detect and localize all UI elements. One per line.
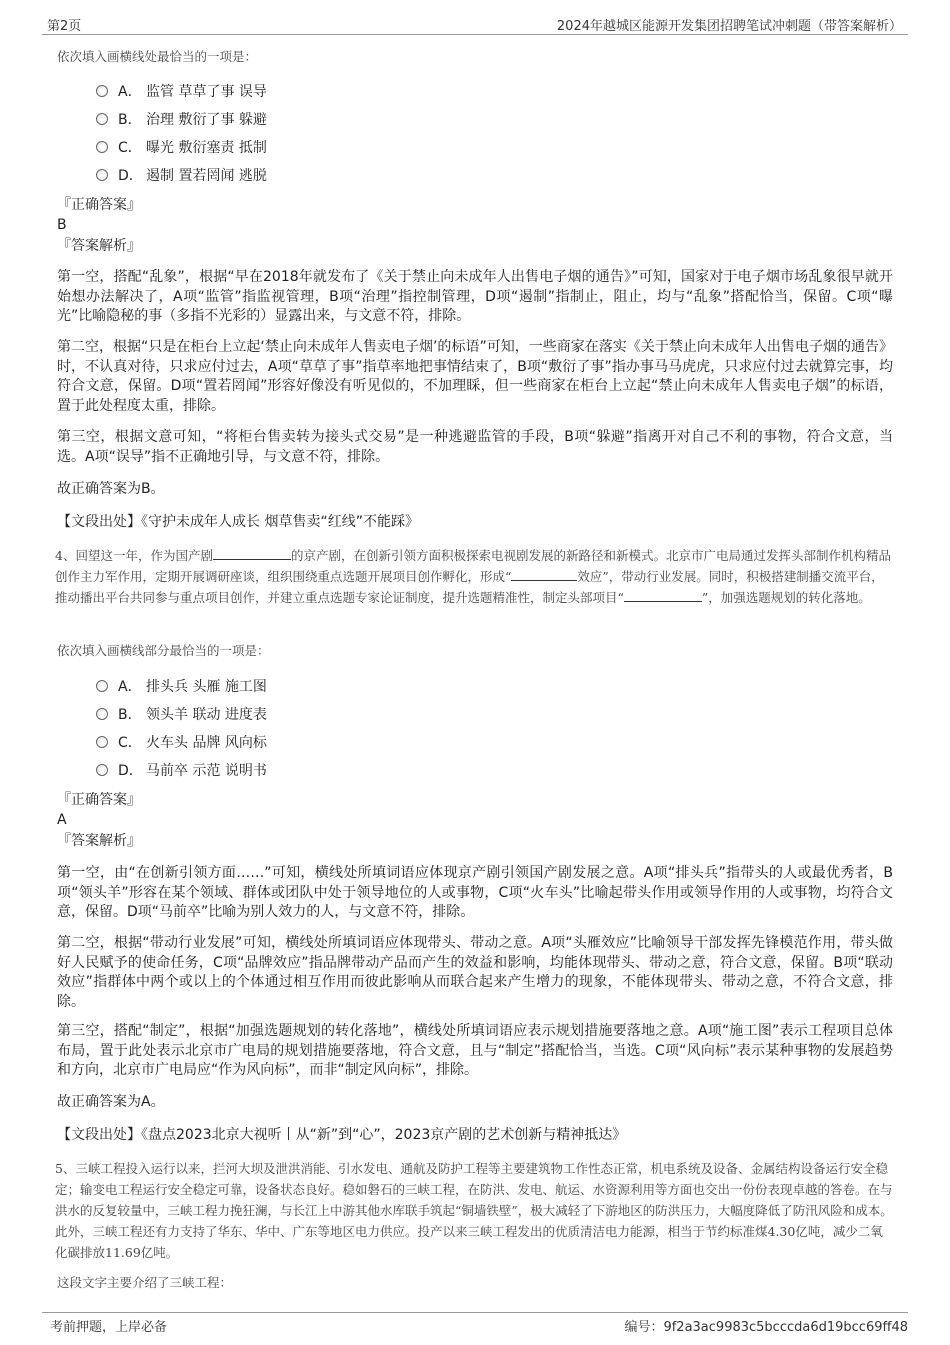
blank-1 [213, 559, 291, 560]
document-title: 2024年越城区能源开发集团招聘笔试冲刺题（带答案解析） [556, 19, 902, 34]
radio-icon[interactable] [96, 680, 108, 692]
q3-option-a[interactable]: A． 监管 草草了事 误导 [96, 82, 267, 102]
q3-conclusion: 故正确答案为B。 [57, 481, 165, 497]
radio-icon[interactable] [96, 736, 108, 748]
radio-icon[interactable] [96, 708, 108, 720]
q3-option-d[interactable]: D． 遏制 置若罔闻 逃脱 [96, 166, 267, 186]
q4-passage: 4、回望这一年，作为国产剧 的京产剧，在创新引领方面积极探索电视剧发展的新路径和新模式。北京市广电局通过发挥头部制作机构精品创作主力军作用，定期开展调研座谈，组织围绕重点选题开展项目创作孵化，形成“ 效应”，带动行业发展。同时，积极搭建制播交流平台，推动播出平台共同参与重点项目创作，并建立重点选题专家论证制度，提升选题精准性，制定头部项目“ ”，加强选题规划的转化落地。 [55, 548, 891, 605]
q4-analysis-2: 第二空，根据“带动行业发展”可知，横线处所填词语应体现带头、带动之意。A项“头雁效应”比喻领导干部发挥先锋模范作用，带头做好人民赋予的使命任务，C项“品牌效应”指品牌带动产品而产生的效益和影响，均能体现带头、带动之意，符合文意，保留。B项“联动效应”指群体中两个或以上的个体通过相互作用而彼此影响从而联合起来产生增力的现象，不能体现带头、带动之意，不符合文意，排除。 [57, 935, 893, 1010]
blank-3 [624, 601, 702, 602]
radio-icon[interactable] [96, 169, 108, 181]
q5-passage: 5、三峡工程投入运行以来，拦河大坝及泄洪消能、引水发电、通航及防护工程等主要建筑物工作性态正常，机电系统及设备、金属结构设备运行安全稳定；输变电工程运行安全稳定可靠，设备状态良好。稳如磐石的三峡工程，在防洪、发电、航运、水资源利用等方面也交出一份份表现卓越的答卷。在与洪水的反复较量中，三峡工程力挽狂澜，与长江上中游其他水库联手筑起“铜墙铁壁”，极大减轻了下游地区的防洪压力，大幅度降低了防汛风险和成本。此外，三峡工程还有力支持了华东、华中、广东等地区电力供应。投产以来三峡工程发出的优质清洁电力能源，相当于节约标准煤4.30亿吨，减少二氧化碳排放11.69亿吨。 [55, 1161, 893, 1260]
q3-source: 【文段出处】《守护未成年人成长 烟草售卖“红线”不能踩》 [57, 514, 419, 530]
q3-analysis-label: 『答案解析』 [57, 238, 141, 254]
footer-slogan: 考前押题，上岸必备 [50, 1320, 168, 1335]
page-footer [42, 1312, 908, 1341]
q3-analysis-3: 第三空，根据文意可知，“将柜台售卖转为接头式交易”是一种逃避监管的手段，B项“躲避”指离开对自己不利的事物，符合文意，当选。A项“误导”指不正确地引导，与文意不符，排除。 [57, 429, 893, 465]
q4-option-c[interactable]: C． 火车头 品牌 风向标 [96, 733, 267, 753]
blank-2 [511, 580, 577, 581]
radio-icon[interactable] [96, 764, 108, 776]
q4-option-a[interactable]: A． 排头兵 头雁 施工图 [96, 677, 267, 697]
q4-prompt: 依次填入画横线部分最恰当的一项是： [57, 643, 270, 658]
q4-conclusion: 故正确答案为A。 [57, 1094, 165, 1110]
q4-analysis-3: 第三空，搭配“制定”，根据“加强选题规划的转化落地”，横线处所填词语应表示规划措施要落地之意。A项“施工图”表示工程项目总体布局，置于此处表示北京市广电局的规划措施要落地，符合文意，且与“制定”搭配恰当，当选。C项“风向标”表示某种事物的发展趋势和方向，北京市广电局应“作为风向标”，而非“制定风向标”，排除。 [57, 1023, 893, 1078]
q3-answer: B [57, 217, 67, 233]
q4-analysis-1: 第一空，由“在创新引领方面……”可知，横线处所填词语应体现京产剧引领国产剧发展之意。A项“排头兵”指带头的人或最优秀者，B项“领头羊”形容在某个领域、群体或团队中处于领导地位的人或事物，C项“火车头”比喻起带头作用或领导作用的人或事物，均符合文意，保留。D项“马前卒”比喻为别人效力的人，与文意不符，排除。 [57, 865, 893, 920]
page-header [42, 10, 908, 35]
q3-answer-label: 『正确答案』 [57, 197, 141, 213]
radio-icon[interactable] [96, 85, 108, 97]
q3-prompt: 依次填入画横线处最恰当的一项是： [57, 49, 258, 64]
q4-analysis-label: 『答案解析』 [57, 833, 141, 849]
q3-option-b[interactable]: B． 治理 敷衍了事 躲避 [96, 110, 267, 130]
q5-prompt: 这段文字主要介绍了三峡工程： [57, 1275, 233, 1290]
q4-option-d[interactable]: D． 马前卒 示范 说明书 [96, 761, 267, 781]
page-number: 第2页 [47, 19, 82, 34]
q4-source: 【文段出处】《盘点2023北京大视听丨从“新”到“心”，2023京产剧的艺术创新与精神抵达》 [57, 1127, 627, 1143]
radio-icon[interactable] [96, 141, 108, 153]
document-id: 编号：9f2a3ac9983c5bcccda6d19bcc69ff48 [624, 1320, 908, 1335]
q3-analysis-1: 第一空，搭配“乱象”，根据“早在2018年就发布了《关于禁止向未成年人出售电子烟的通告》”可知，国家对于电子烟市场乱象很早就开始想办法解决了，A项“监管”指监视管理，B项“治理”指控制管理，D项“遏制”指制止，阻止，均与“乱象”搭配恰当，保留。C项“曝光”比喻隐秘的事（多指不光彩的）显露出来，与文意不符，排除。 [57, 269, 893, 324]
q3-analysis-2: 第二空，根据“只是在柜台上立起‘禁止向未成年人售卖电子烟’的标语”可知，一些商家在落实《关于禁止向未成年人出售电子烟的通告》时，不认真对待，只求应付过去，A项“草草了事”指草率地把事情结束了，B项“敷衍了事”指办事马马虎虎，只求应付过去就算完事，均符合文意，保留。D项“置若罔闻”形容好像没有听见似的，不加理睬，但一些商家在柜台上立起“禁止向未成年人售卖电子烟”的标语，置于此处程度太重，排除。 [57, 339, 893, 414]
q4-answer-label: 『正确答案』 [57, 792, 141, 808]
q4-answer: A [57, 812, 67, 828]
q3-option-c[interactable]: C． 曝光 敷衍塞责 抵制 [96, 138, 267, 158]
radio-icon[interactable] [96, 113, 108, 125]
q4-option-b[interactable]: B． 领头羊 联动 进度表 [96, 705, 267, 725]
